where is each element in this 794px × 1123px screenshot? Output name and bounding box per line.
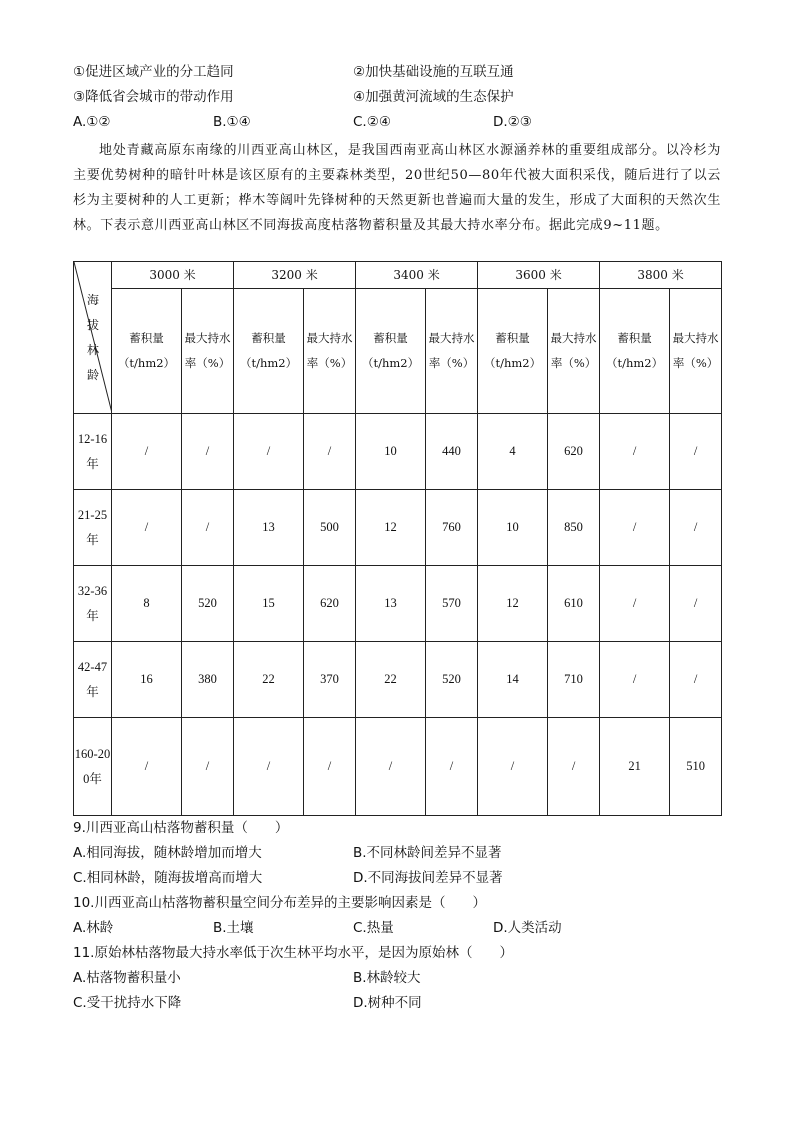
water-value: / (548, 718, 600, 816)
table-row (74, 566, 722, 642)
stock-value: 16 (112, 642, 182, 718)
choice-c: C.②④ (353, 114, 391, 130)
q11-option-b: B.林龄较大 (353, 970, 421, 986)
choice-a: A.①② (73, 114, 111, 130)
option-2: ②加快基础设施的互联互通 (353, 64, 514, 80)
q10-option-c: C.热量 (353, 920, 394, 936)
stock-header: 蓄积量（t/hm2） (112, 289, 182, 414)
stock-value: / (112, 490, 182, 566)
header-row-metrics (74, 289, 722, 414)
stock-value: / (112, 718, 182, 816)
q11-option-d: D.树种不同 (353, 995, 422, 1011)
stock-value: / (600, 414, 670, 490)
water-value: 510 (670, 718, 722, 816)
question-9-row-2 (73, 868, 733, 888)
stock-value: 8 (112, 566, 182, 642)
table-row (74, 718, 722, 816)
water-header: 最大持水率（%） (304, 289, 356, 414)
altitude-3600: 3600 米 (478, 262, 600, 289)
water-value: 570 (426, 566, 478, 642)
q11-option-a: A.枯落物蓄积量小 (73, 970, 181, 986)
water-header: 最大持水率（%） (670, 289, 722, 414)
stock-value: / (600, 642, 670, 718)
stock-header: 蓄积量（t/hm2） (356, 289, 426, 414)
q9-option-a: A.相同海拔，随林龄增加而增大 (73, 845, 262, 861)
water-value: 620 (304, 566, 356, 642)
altitude-3400: 3400 米 (356, 262, 478, 289)
stock-value: 12 (478, 566, 548, 642)
question-11-row-2 (73, 993, 733, 1013)
water-value: / (182, 490, 234, 566)
water-header: 最大持水率（%） (426, 289, 478, 414)
stock-value: 10 (478, 490, 548, 566)
q10-option-a: A.林龄 (73, 920, 114, 936)
option-4: ④加强黄河流域的生态保护 (353, 89, 514, 105)
question-11-stem: 11.原始林枯落物最大持水率低于次生林平均水平，是因为原始林（ ） (73, 945, 513, 961)
row-age-label: 12-16年 (74, 414, 112, 490)
stock-value: / (356, 718, 426, 816)
stock-value: / (234, 414, 304, 490)
water-value: 850 (548, 490, 600, 566)
stock-value: 22 (234, 642, 304, 718)
water-value: 520 (182, 566, 234, 642)
water-value: 370 (304, 642, 356, 718)
altitude-3000: 3000 米 (112, 262, 234, 289)
stock-header: 蓄积量（t/hm2） (600, 289, 670, 414)
water-value: / (670, 490, 722, 566)
stock-header: 蓄积量（t/hm2） (478, 289, 548, 414)
stock-value: / (600, 566, 670, 642)
row-age-label: 32-36年 (74, 566, 112, 642)
water-header: 最大持水率（%） (182, 289, 234, 414)
water-value: / (426, 718, 478, 816)
stock-value: 22 (356, 642, 426, 718)
q10-option-b: B.土壤 (213, 920, 254, 936)
row-age-label: 42-47年 (74, 642, 112, 718)
choice-row (73, 112, 733, 132)
choice-d: D.②③ (493, 114, 532, 130)
q11-option-c: C.受干扰持水下降 (73, 995, 182, 1011)
water-value: 500 (304, 490, 356, 566)
option-1: ①促进区域产业的分工趋同 (73, 64, 234, 80)
table-row (74, 642, 722, 718)
q9-option-c: C.相同林龄，随海拔增高而增大 (73, 870, 263, 886)
water-value: 620 (548, 414, 600, 490)
water-value: / (670, 642, 722, 718)
q10-option-d: D.人类活动 (493, 920, 562, 936)
water-value: 520 (426, 642, 478, 718)
water-header: 最大持水率（%） (548, 289, 600, 414)
q9-option-d: D.不同海拔间差异不显著 (353, 870, 503, 886)
water-value: / (670, 566, 722, 642)
stock-value: / (234, 718, 304, 816)
water-value: 760 (426, 490, 478, 566)
question-10-stem: 10.川西亚高山枯落物蓄积量空间分布差异的主要影响因素是（ ） (73, 895, 486, 911)
table-row (74, 490, 722, 566)
stock-header: 蓄积量（t/hm2） (234, 289, 304, 414)
water-value: 380 (182, 642, 234, 718)
stock-value: 21 (600, 718, 670, 816)
stock-value: 12 (356, 490, 426, 566)
stock-value: 13 (356, 566, 426, 642)
stock-value: / (112, 414, 182, 490)
water-value: / (670, 414, 722, 490)
question-11-row-1 (73, 968, 733, 988)
question-10-row (73, 918, 733, 938)
header-row-altitude (74, 262, 722, 289)
water-value: / (182, 718, 234, 816)
choice-b: B.①④ (213, 114, 251, 130)
question-9-row-1 (73, 843, 733, 863)
table-body (74, 414, 722, 816)
stock-value: 14 (478, 642, 548, 718)
stock-value: 13 (234, 490, 304, 566)
reading-passage: 地处青藏高原东南缘的川西亚高山林区，是我国西南亚高山林区水源涵养林的重要组成部分。以冷杉为主要优势树种的暗针叶林是该区原有的主要森林类型，20世纪50—80年代被大面积采伐，随后进行了以云杉为主要树种的人工更新；桦木等阔叶先锋树种的天然更新也普遍而大量的发生，形成了大面积的天然次生林。下表示意川西亚高山林区不同海拔高度枯落物蓄积量及其最大持水率分布。据此完成9~11题。 (73, 143, 721, 233)
water-value: / (304, 414, 356, 490)
stock-value: / (600, 490, 670, 566)
litter-table (73, 261, 722, 816)
question-9-stem: 9.川西亚高山枯落物蓄积量（ ） (73, 820, 289, 836)
water-value: 610 (548, 566, 600, 642)
stock-value: 10 (356, 414, 426, 490)
row-age-label: 160-200年 (74, 718, 112, 816)
table-row (74, 414, 722, 490)
corner-cell (74, 262, 112, 414)
row-age-label: 21-25年 (74, 490, 112, 566)
stock-value: 15 (234, 566, 304, 642)
corner-label: 海拔林龄 (86, 293, 99, 382)
stock-value: / (478, 718, 548, 816)
water-value: / (304, 718, 356, 816)
option-row-2 (73, 87, 733, 107)
altitude-3200: 3200 米 (234, 262, 356, 289)
water-value: 440 (426, 414, 478, 490)
option-row-1 (73, 62, 733, 82)
water-value: 710 (548, 642, 600, 718)
q9-option-b: B.不同林龄间差异不显著 (353, 845, 502, 861)
water-value: / (182, 414, 234, 490)
altitude-3800: 3800 米 (600, 262, 722, 289)
stock-value: 4 (478, 414, 548, 490)
option-3: ③降低省会城市的带动作用 (73, 89, 234, 105)
